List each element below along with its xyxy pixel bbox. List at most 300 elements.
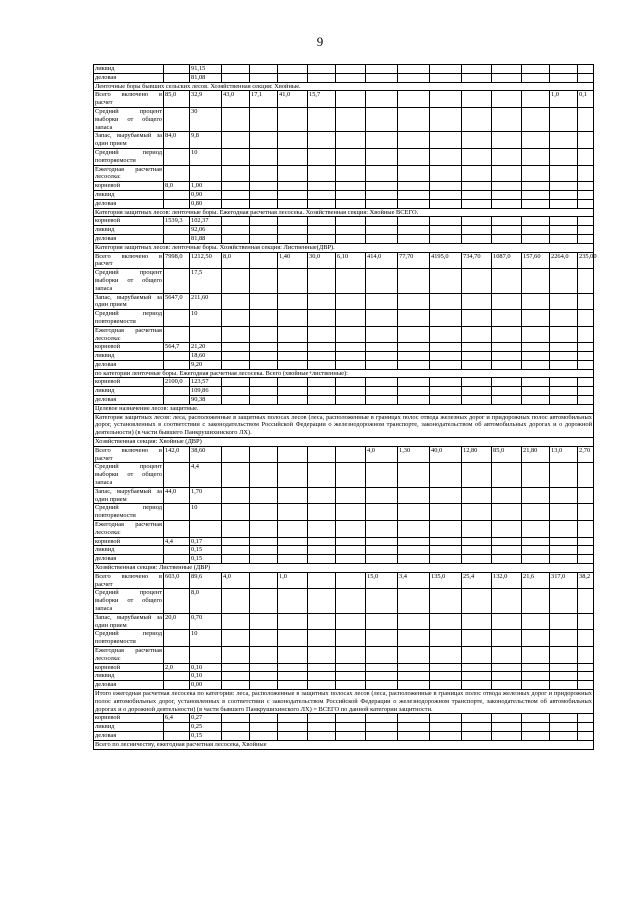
- table-cell: [462, 326, 492, 343]
- table-cell: [308, 613, 336, 630]
- table-cell: [278, 731, 308, 740]
- table-cell: [366, 269, 398, 293]
- table-row: [94, 148, 594, 165]
- table-cell: [398, 352, 430, 361]
- table-cell: [308, 723, 336, 732]
- table-cell: [462, 613, 492, 630]
- table-row: [94, 190, 594, 199]
- table-cell: [278, 613, 308, 630]
- table-cell: 8,0: [190, 589, 222, 613]
- table-cell: [550, 646, 578, 663]
- row-label: Ежегодная расчетная лесосека:: [95, 646, 162, 662]
- table-cell: [492, 91, 522, 108]
- table-cell: [336, 199, 366, 208]
- table-cell: [398, 672, 430, 681]
- table-cell: [336, 646, 366, 663]
- table-cell: [398, 681, 430, 690]
- table-cell: [578, 226, 594, 235]
- page-number: 9: [316, 34, 324, 49]
- section-heading-row: [94, 404, 594, 413]
- table-row: [94, 663, 594, 672]
- table-cell: [462, 343, 492, 352]
- row-label: ликвид: [94, 226, 164, 235]
- table-cell: [336, 463, 366, 487]
- table-cell: 109,86: [190, 387, 222, 396]
- table-cell: [164, 352, 190, 361]
- table-cell: [522, 663, 550, 672]
- table-cell: [278, 387, 308, 396]
- table-cell: [366, 714, 398, 723]
- table-cell: [308, 148, 336, 165]
- table-cell: [462, 396, 492, 405]
- table-cell: [222, 537, 250, 546]
- table-cell: [190, 326, 222, 343]
- table-cell: [308, 589, 336, 613]
- section-heading-row: [94, 369, 594, 378]
- table-cell: 21,6: [522, 572, 550, 589]
- table-cell: [550, 360, 578, 369]
- table-cell: [164, 199, 190, 208]
- table-cell: [550, 613, 578, 630]
- table-cell: [398, 132, 430, 149]
- table-cell: [278, 537, 308, 546]
- table-cell: [492, 190, 522, 199]
- table-cell: [462, 360, 492, 369]
- table-cell: [430, 714, 462, 723]
- row-label: деловая: [94, 681, 164, 690]
- table-cell: 1087,0: [492, 252, 522, 269]
- table-row: [94, 731, 594, 740]
- table-cell: [336, 537, 366, 546]
- row-label: ликвид: [94, 387, 164, 396]
- table-cell: [522, 91, 550, 108]
- table-cell: [164, 73, 190, 82]
- table-row: [94, 234, 594, 243]
- table-cell: [492, 546, 522, 555]
- table-cell: [222, 589, 250, 613]
- table-cell: [278, 446, 308, 463]
- table-cell: [308, 714, 336, 723]
- row-label: Ежегодная расчетная лесосека:: [95, 521, 162, 536]
- table-cell: [336, 504, 366, 521]
- table-cell: [550, 546, 578, 555]
- table-cell: 3,4: [398, 572, 430, 589]
- table-cell: [336, 731, 366, 740]
- table-cell: [430, 190, 462, 199]
- table-cell: [492, 165, 522, 182]
- table-cell: [250, 217, 278, 226]
- table-cell: [492, 269, 522, 293]
- table-cell: 32,9: [190, 91, 222, 108]
- table-cell: [336, 663, 366, 672]
- table-cell: [492, 723, 522, 732]
- table-cell: [250, 73, 278, 82]
- table-cell: [398, 646, 430, 663]
- table-cell: [462, 234, 492, 243]
- table-cell: [522, 132, 550, 149]
- table-row: [94, 714, 594, 723]
- table-cell: [550, 521, 578, 538]
- table-cell: [550, 65, 578, 74]
- table-cell: [278, 360, 308, 369]
- table-cell: [492, 521, 522, 538]
- table-cell: [430, 234, 462, 243]
- table-cell: [164, 681, 190, 690]
- table-cell: [222, 234, 250, 243]
- table-row: [94, 555, 594, 564]
- table-cell: [492, 378, 522, 387]
- table-cell: 13,0: [550, 446, 578, 463]
- table-cell: 1212,50: [190, 252, 222, 269]
- table-cell: [550, 73, 578, 82]
- table-cell: [164, 646, 190, 663]
- row-label: Запас, вырубаемый за один прием: [95, 132, 162, 148]
- table-cell: [462, 681, 492, 690]
- table-cell: 43,0: [222, 91, 250, 108]
- table-cell: [250, 226, 278, 235]
- table-cell: [578, 199, 594, 208]
- table-cell: 0,00: [190, 681, 222, 690]
- table-cell: [398, 73, 430, 82]
- table-cell: 0,10: [190, 663, 222, 672]
- table-cell: [278, 681, 308, 690]
- table-cell: [278, 132, 308, 149]
- table-cell: [278, 326, 308, 343]
- table-cell: 1,00: [190, 182, 222, 191]
- table-cell: [578, 293, 594, 310]
- table-cell: [578, 504, 594, 521]
- table-cell: [250, 190, 278, 199]
- table-cell: [164, 387, 190, 396]
- table-cell: [522, 182, 550, 191]
- table-cell: [398, 723, 430, 732]
- table-cell: [366, 226, 398, 235]
- table-cell: [430, 681, 462, 690]
- table-cell: [578, 463, 594, 487]
- table-cell: [398, 555, 430, 564]
- table-cell: [308, 293, 336, 310]
- table-cell: [462, 646, 492, 663]
- table-cell: [250, 521, 278, 538]
- row-label: Средний период повторяемости: [95, 504, 162, 520]
- table-cell: [430, 310, 462, 327]
- table-cell: [430, 630, 462, 647]
- table-cell: [578, 681, 594, 690]
- table-cell: [550, 148, 578, 165]
- table-cell: [222, 555, 250, 564]
- table-cell: [336, 73, 366, 82]
- table-cell: [462, 107, 492, 131]
- table-cell: [398, 387, 430, 396]
- table-row: [94, 293, 594, 310]
- table-cell: [308, 487, 336, 504]
- table-cell: [462, 521, 492, 538]
- table-cell: [278, 310, 308, 327]
- table-cell: [430, 396, 462, 405]
- table-cell: [578, 360, 594, 369]
- table-cell: [462, 504, 492, 521]
- table-cell: [250, 132, 278, 149]
- table-cell: [550, 714, 578, 723]
- section-heading: Категория защитных лесов: ленточные боры. Хозяйственная секция: Лиственные(ДВР).: [94, 243, 594, 252]
- table-cell: [578, 234, 594, 243]
- table-cell: [492, 672, 522, 681]
- table-cell: 92,06: [190, 226, 222, 235]
- table-cell: [366, 217, 398, 226]
- table-cell: 81,88: [190, 234, 222, 243]
- table-cell: [578, 731, 594, 740]
- table-row: [94, 269, 594, 293]
- table-cell: 1,30: [398, 446, 430, 463]
- table-cell: [430, 360, 462, 369]
- table-cell: [222, 487, 250, 504]
- table-cell: [522, 731, 550, 740]
- table-cell: [398, 360, 430, 369]
- forest-cutting-table: [93, 64, 597, 750]
- table-cell: [430, 326, 462, 343]
- table-cell: [492, 217, 522, 226]
- row-label: Ежегодная расчетная лесосека:: [95, 326, 162, 342]
- table-cell: [430, 352, 462, 361]
- table-cell: [308, 546, 336, 555]
- section-heading: Хозяйственная секция: Лиственные (ДВР): [94, 564, 594, 573]
- table-row: [94, 326, 594, 343]
- table-cell: [250, 182, 278, 191]
- table-cell: [492, 681, 522, 690]
- table-cell: 1,40: [278, 252, 308, 269]
- table-cell: 2100,0: [164, 378, 190, 387]
- table-cell: [222, 65, 250, 74]
- table-cell: [550, 589, 578, 613]
- table-cell: [308, 190, 336, 199]
- table-row: [94, 589, 594, 613]
- row-label: Средний процент выборки от общего запаса: [95, 463, 162, 487]
- table-cell: [250, 234, 278, 243]
- table-cell: [550, 269, 578, 293]
- table-cell: [522, 326, 550, 343]
- table-cell: [222, 310, 250, 327]
- table-cell: [308, 73, 336, 82]
- table-cell: [522, 217, 550, 226]
- table-cell: [522, 630, 550, 647]
- table-cell: [222, 293, 250, 310]
- table-cell: [398, 463, 430, 487]
- table-cell: [336, 65, 366, 74]
- table-cell: [278, 182, 308, 191]
- table-cell: [578, 630, 594, 647]
- row-label: Средний период повторяемости: [95, 630, 162, 646]
- table-cell: [430, 672, 462, 681]
- table-cell: [550, 107, 578, 131]
- table-cell: [462, 723, 492, 732]
- table-cell: 1,0: [550, 91, 578, 108]
- table-cell: [398, 148, 430, 165]
- table-cell: [222, 269, 250, 293]
- table-cell: 38,60: [190, 446, 222, 463]
- table-cell: [522, 546, 550, 555]
- table-cell: [308, 630, 336, 647]
- section-heading: Итого ежегодная расчетная лесосека по категории: леса, расположенные в защитных полосах лесов (леса, расположенные в границах полос отвода железных дорог и придорожных полос автомобильных дорог, установленных в соответствии с законодательством Российской Федерации о железнодорожном транспорте, законодательством об автомобильных дорогах и о дорожной деятельности) (в части бывшего Панкрушихинского ЛХ) = ВСЕГО по данной категории защитности.: [95, 689, 592, 713]
- table-cell: [164, 723, 190, 732]
- table-cell: [250, 663, 278, 672]
- table-row: [94, 73, 594, 82]
- row-label: Всего включено в расчет: [95, 572, 162, 588]
- table-cell: [366, 537, 398, 546]
- table-cell: [278, 463, 308, 487]
- table-cell: [278, 646, 308, 663]
- table-cell: [278, 723, 308, 732]
- section-heading-row: [94, 740, 594, 749]
- table-cell: [430, 91, 462, 108]
- table-cell: [278, 487, 308, 504]
- table-cell: [164, 555, 190, 564]
- table-cell: [366, 396, 398, 405]
- table-cell: [366, 672, 398, 681]
- table-cell: [522, 148, 550, 165]
- table-cell: [308, 387, 336, 396]
- table-cell: [462, 73, 492, 82]
- table-cell: [492, 65, 522, 74]
- table-cell: [308, 572, 336, 589]
- table-cell: 0,80: [190, 199, 222, 208]
- table-cell: [492, 589, 522, 613]
- table-cell: [550, 672, 578, 681]
- table-cell: 30,0: [308, 252, 336, 269]
- table-row: [94, 723, 594, 732]
- table-cell: [222, 396, 250, 405]
- table-cell: [522, 613, 550, 630]
- table-cell: [462, 352, 492, 361]
- table-cell: [366, 646, 398, 663]
- table-cell: [278, 199, 308, 208]
- table-cell: [336, 226, 366, 235]
- row-label: корневой: [94, 663, 164, 672]
- table-cell: [398, 234, 430, 243]
- table-cell: [578, 182, 594, 191]
- table-cell: [492, 463, 522, 487]
- table-cell: [250, 326, 278, 343]
- table-cell: [578, 521, 594, 538]
- row-label: деловая: [94, 555, 164, 564]
- table-cell: 21,80: [522, 446, 550, 463]
- row-label: Всего включено в расчет: [95, 252, 162, 268]
- table-cell: [550, 234, 578, 243]
- table-cell: [278, 190, 308, 199]
- table-cell: 9,20: [190, 360, 222, 369]
- table-cell: [250, 446, 278, 463]
- table-cell: [222, 226, 250, 235]
- table-cell: [366, 326, 398, 343]
- table-cell: [550, 537, 578, 546]
- table-cell: [430, 165, 462, 182]
- table-cell: [308, 217, 336, 226]
- table-cell: [250, 537, 278, 546]
- table-cell: [550, 293, 578, 310]
- table-cell: 5647,0: [164, 293, 190, 310]
- table-cell: [308, 663, 336, 672]
- table-cell: [550, 132, 578, 149]
- table-cell: 132,0: [492, 572, 522, 589]
- table-cell: [398, 226, 430, 235]
- table-cell: 21,20: [190, 343, 222, 352]
- table-cell: [222, 182, 250, 191]
- table-cell: [336, 269, 366, 293]
- table-cell: [550, 190, 578, 199]
- table-row: [94, 252, 594, 269]
- table-cell: [492, 714, 522, 723]
- table-cell: 603,0: [164, 572, 190, 589]
- table-cell: [222, 343, 250, 352]
- table-cell: [336, 352, 366, 361]
- table-cell: [222, 352, 250, 361]
- table-cell: 0,70: [190, 613, 222, 630]
- table-cell: [578, 148, 594, 165]
- row-label: ликвид: [94, 723, 164, 732]
- table-row: [94, 672, 594, 681]
- table-cell: [250, 546, 278, 555]
- table-cell: [492, 731, 522, 740]
- table-cell: [250, 352, 278, 361]
- table-cell: [398, 107, 430, 131]
- table-cell: [366, 73, 398, 82]
- table-cell: [522, 360, 550, 369]
- table-cell: [462, 546, 492, 555]
- table-cell: [222, 107, 250, 131]
- table-cell: [308, 446, 336, 463]
- table-row: [94, 310, 594, 327]
- table-cell: [278, 589, 308, 613]
- table-cell: [492, 310, 522, 327]
- table-cell: 40,0: [430, 446, 462, 463]
- table-cell: [550, 463, 578, 487]
- table-cell: 734,70: [462, 252, 492, 269]
- table-cell: [492, 396, 522, 405]
- table-cell: [308, 165, 336, 182]
- table-cell: [278, 226, 308, 235]
- table-cell: [522, 537, 550, 546]
- table-cell: [366, 352, 398, 361]
- table-cell: [222, 613, 250, 630]
- table-cell: [222, 199, 250, 208]
- table-cell: [336, 672, 366, 681]
- table-cell: [366, 182, 398, 191]
- table-cell: [550, 326, 578, 343]
- table-cell: [336, 396, 366, 405]
- table-cell: [336, 555, 366, 564]
- table-cell: [430, 723, 462, 732]
- table-cell: [522, 521, 550, 538]
- table-cell: [492, 646, 522, 663]
- table-cell: 10: [190, 630, 222, 647]
- table-row: [94, 613, 594, 630]
- section-heading: Целевое назначение лесов: защитные.: [94, 404, 594, 413]
- row-label: ликвид: [94, 672, 164, 681]
- table-cell: [278, 504, 308, 521]
- table-cell: 18,60: [190, 352, 222, 361]
- table-cell: [462, 537, 492, 546]
- table-cell: [578, 217, 594, 226]
- table-cell: [522, 555, 550, 564]
- table-cell: 44,0: [164, 487, 190, 504]
- table-cell: [578, 343, 594, 352]
- table-cell: [430, 521, 462, 538]
- table-cell: [308, 182, 336, 191]
- table-cell: [522, 504, 550, 521]
- row-label: Средний период повторяемости: [95, 310, 162, 325]
- table-cell: [462, 190, 492, 199]
- table-cell: [222, 132, 250, 149]
- row-label: корневой: [94, 217, 164, 226]
